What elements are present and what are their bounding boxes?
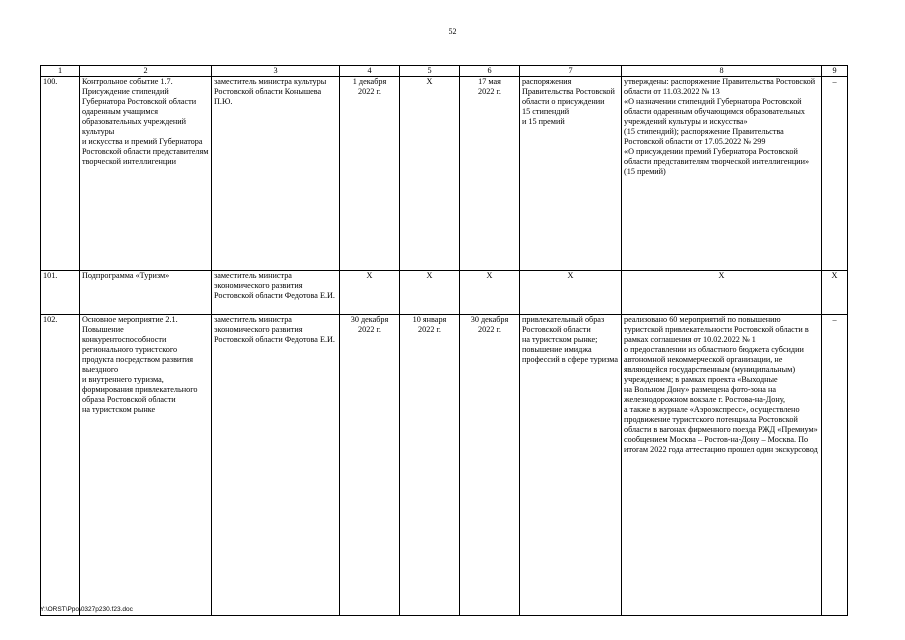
actual-result: реализовано 60 мероприятий по повышению туристской привлекательности Ростовской области в рамках соглашения от 10.02.2022 № 1 о предоставлении из областного бюджета субсидии автономной некоммерческой организации, не являющейся государственным (муниципальным) учреждением; в рамках проекта «Выходные на Вольном Дону» размещена фото-зона на железнодорожном вокзале г. Ростова-на-Дону, а также в журнале «Аэроэкспресс», осуществлено продвижение туристского потенциала Ростовской области в вагонах фирменного поезда РЖД «Премиум» сообщением Москва – Ростов-на-Дону – Москва. По итогам 2022 года аттестацию прошел один экскурсовод (622, 315, 822, 616)
start-date: Х (400, 271, 460, 315)
header-cell: 8 (622, 66, 822, 77)
footer-file-path: Y:\ORST\Ppo\0327p230.f23.doc (40, 606, 133, 613)
report-table (40, 65, 848, 616)
start-date: Х (400, 77, 460, 271)
header-cell: 4 (340, 66, 400, 77)
table-row (41, 315, 848, 616)
event-name: Основное мероприятие 2.1. Повышение конкурентоспособности регионального туристского продукта посредством развития выездного и внутреннего туризма, формирования привлекательного образа Ростовской области на туристском рынке (80, 315, 212, 616)
header-cell: 6 (460, 66, 520, 77)
planned-date: Х (340, 271, 400, 315)
table-row (41, 77, 848, 271)
header-cell: 3 (212, 66, 340, 77)
event-name: Подпрограмма «Туризм» (80, 271, 212, 315)
row-number: 100. (41, 77, 80, 271)
planned-date: 30 декабря 2022 г. (340, 315, 400, 616)
responsible-person: заместитель министра культуры Ростовской области Конышева П.Ю. (212, 77, 340, 271)
responsible-person: заместитель министра экономического развития Ростовской области Федотова Е.И. (212, 315, 340, 616)
header-cell: 2 (80, 66, 212, 77)
planned-date: 1 декабря 2022 г. (340, 77, 400, 271)
notes: – (822, 77, 848, 271)
expected-result: привлекательный образ Ростовской области на туристском рынке; повышение имиджа профессий в сфере туризма (520, 315, 622, 616)
actual-date: 17 мая 2022 г. (460, 77, 520, 271)
responsible-person: заместитель министра экономического развития Ростовской области Федотова Е.И. (212, 271, 340, 315)
table-row (41, 271, 848, 315)
expected-result: распоряжения Правительства Ростовской области о присуждении 15 стипендий и 15 премий (520, 77, 622, 271)
header-cell: 5 (400, 66, 460, 77)
actual-result: Х (622, 271, 822, 315)
actual-result: утверждены: распоряжение Правительства Ростовской области от 11.03.2022 № 13 «О назначении стипендий Губернатора Ростовской области одаренным обучающимся образовательных учреждений культуры и искусства» (15 стипендий); распоряжение Правительства Ростовской области от 17.05.2022 № 299 «О присуждении премий Губернатора Ростовской области представителям творческой интеллигенции» (15 премий) (622, 77, 822, 271)
header-cell: 1 (41, 66, 80, 77)
row-number: 101. (41, 271, 80, 315)
start-date: 10 января 2022 г. (400, 315, 460, 616)
row-number: 102. (41, 315, 80, 616)
event-name: Контрольное событие 1.7. Присуждение стипендий Губернатора Ростовской области одаренным учащимся образовательных учреждений культуры и искусства и премий Губернатора Ростовской области представителям творческой интеллигенции (80, 77, 212, 271)
header-row (41, 66, 848, 77)
header-cell: 9 (822, 66, 848, 77)
notes: Х (822, 271, 848, 315)
actual-date: Х (460, 271, 520, 315)
header-cell: 7 (520, 66, 622, 77)
notes: – (822, 315, 848, 616)
expected-result: Х (520, 271, 622, 315)
page-number: 52 (448, 27, 457, 36)
actual-date: 30 декабря 2022 г. (460, 315, 520, 616)
